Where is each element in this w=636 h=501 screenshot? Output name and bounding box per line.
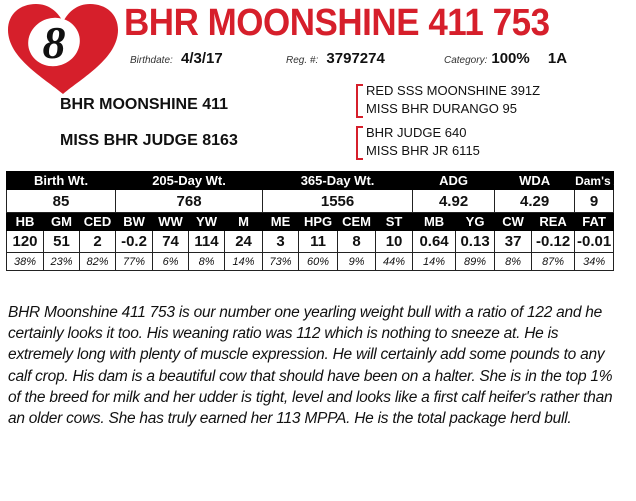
dam-pedigree <box>366 124 480 160</box>
header-cell: ADG <box>413 172 495 190</box>
value-cell: 85 <box>7 190 116 213</box>
epd-value-row <box>7 231 614 253</box>
birthdate-label: Birthdate: <box>130 55 173 66</box>
percentile-cell: 34% <box>575 253 614 271</box>
value-cell: 768 <box>116 190 263 213</box>
weights-value-row <box>7 190 614 213</box>
sire-sire-name: RED SSS MOONSHINE 391Z <box>366 83 541 98</box>
epd-header-cell: YW <box>189 213 225 231</box>
header-cell: WDA <box>495 172 575 190</box>
header-cell: 205-Day Wt. <box>116 172 263 190</box>
header-cell: Dam's Age <box>575 173 636 188</box>
header-cell: 365-Day Wt. <box>263 172 413 190</box>
percentile-cell: 38% <box>7 253 44 271</box>
value-cell: 9 <box>575 190 614 213</box>
category-field <box>444 50 567 67</box>
epd-value-cell: 10 <box>376 231 413 253</box>
sire-pedigree <box>366 82 540 118</box>
epd-value-cell: 8 <box>338 231 376 253</box>
epd-value-cell: 2 <box>80 231 116 253</box>
percentile-cell: 14% <box>413 253 456 271</box>
sire-pedigree-bracket <box>356 84 363 118</box>
epd-percentile-row <box>7 253 614 271</box>
category-value: 100% <box>491 50 530 67</box>
dam-pedigree-bracket <box>356 126 363 160</box>
percentile-cell: 82% <box>80 253 116 271</box>
description-text: BHR Moonshine 411 753 is our number one yearling weight bull with a ratio of 122 and he certainly looks it too. His weaning ratio was 112 which is nothing to sneeze at. He is extremely long with plenty of muscle expression. He will certainly add some pounds to any calf crop. His dam is a beautiful cow that should have been on a halter. She is in the top 1% of the breed for milk and her udder is tight, level and looks like a first calf heifer's rather than an older cows. She has truly earned her 113 MPPA. He is the total package herd bull. <box>8 304 613 428</box>
dam-dam-name: MISS BHR JR 6115 <box>366 143 480 158</box>
percentile-cell: 6% <box>153 253 189 271</box>
epd-header-cell: REA <box>532 213 575 231</box>
epd-value-cell: -0.12 <box>532 231 575 253</box>
sire-dam-name: MISS BHR DURANGO 95 <box>366 101 517 116</box>
epd-header-cell: ME <box>263 213 299 231</box>
epd-header-cell: CEM <box>338 213 376 231</box>
birthdate-field <box>130 50 223 67</box>
epd-header-cell: HB <box>7 213 44 231</box>
epd-header-cell: FAT <box>575 213 614 231</box>
header-cell: Birth Wt. <box>7 172 116 190</box>
registration-label: Reg. #: <box>286 55 319 66</box>
epd-header-cell: ST <box>376 213 413 231</box>
epd-header-cell: YG <box>456 213 495 231</box>
epd-header-cell: CED <box>80 213 116 231</box>
logo-number: 8 <box>42 17 66 68</box>
registration-field <box>286 50 385 67</box>
percentile-cell: 73% <box>263 253 299 271</box>
category-label: Category: <box>444 55 488 66</box>
value-cell: 4.92 <box>413 190 495 213</box>
epd-value-cell: 24 <box>225 231 263 253</box>
epd-header-cell: CW <box>495 213 532 231</box>
percentile-cell: 87% <box>532 253 575 271</box>
dam-sire-name: BHR JUDGE 640 <box>366 125 467 140</box>
weights-header-row <box>7 172 614 190</box>
epd-value-cell: 3 <box>263 231 299 253</box>
registration-value: 3797274 <box>326 50 385 67</box>
percentile-cell: 9% <box>338 253 376 271</box>
performance-table <box>6 171 636 271</box>
epd-value-cell: 74 <box>153 231 189 253</box>
epd-value-cell: 114 <box>189 231 225 253</box>
percentile-cell: 8% <box>495 253 532 271</box>
percentile-cell: 60% <box>299 253 338 271</box>
animal-title: BHR MOONSHINE 411 753 <box>124 2 550 44</box>
percentile-cell: 89% <box>456 253 495 271</box>
epd-value-cell: 11 <box>299 231 338 253</box>
epd-header-cell: BW <box>116 213 153 231</box>
epd-value-cell: 0.13 <box>456 231 495 253</box>
epd-value-cell: -0.2 <box>116 231 153 253</box>
dam-name: MISS BHR JUDGE 8163 <box>60 132 238 149</box>
epd-header-cell: WW <box>153 213 189 231</box>
epd-header-cell: MB <box>413 213 456 231</box>
value-cell: 1556 <box>263 190 413 213</box>
percentile-cell: 77% <box>116 253 153 271</box>
heart-logo <box>4 2 122 98</box>
birthdate-value: 4/3/17 <box>180 50 223 67</box>
sire-name: BHR MOONSHINE 411 <box>60 96 229 113</box>
epd-value-cell: 0.64 <box>413 231 456 253</box>
value-cell: 4.29 <box>495 190 575 213</box>
percentile-cell: 23% <box>44 253 80 271</box>
epd-value-cell: 51 <box>44 231 80 253</box>
epd-value-cell: 120 <box>7 231 44 253</box>
epd-header-row <box>7 213 614 231</box>
epd-value-cell: 37 <box>495 231 532 253</box>
epd-value-cell: -0.01 <box>575 231 614 253</box>
percentile-cell: 44% <box>376 253 413 271</box>
epd-header-cell: GM <box>44 213 80 231</box>
epd-header-cell: HPG <box>299 213 338 231</box>
category-grade: 1A <box>547 50 568 67</box>
percentile-cell: 8% <box>189 253 225 271</box>
percentile-cell: 14% <box>225 253 263 271</box>
epd-header-cell: M <box>225 213 263 231</box>
